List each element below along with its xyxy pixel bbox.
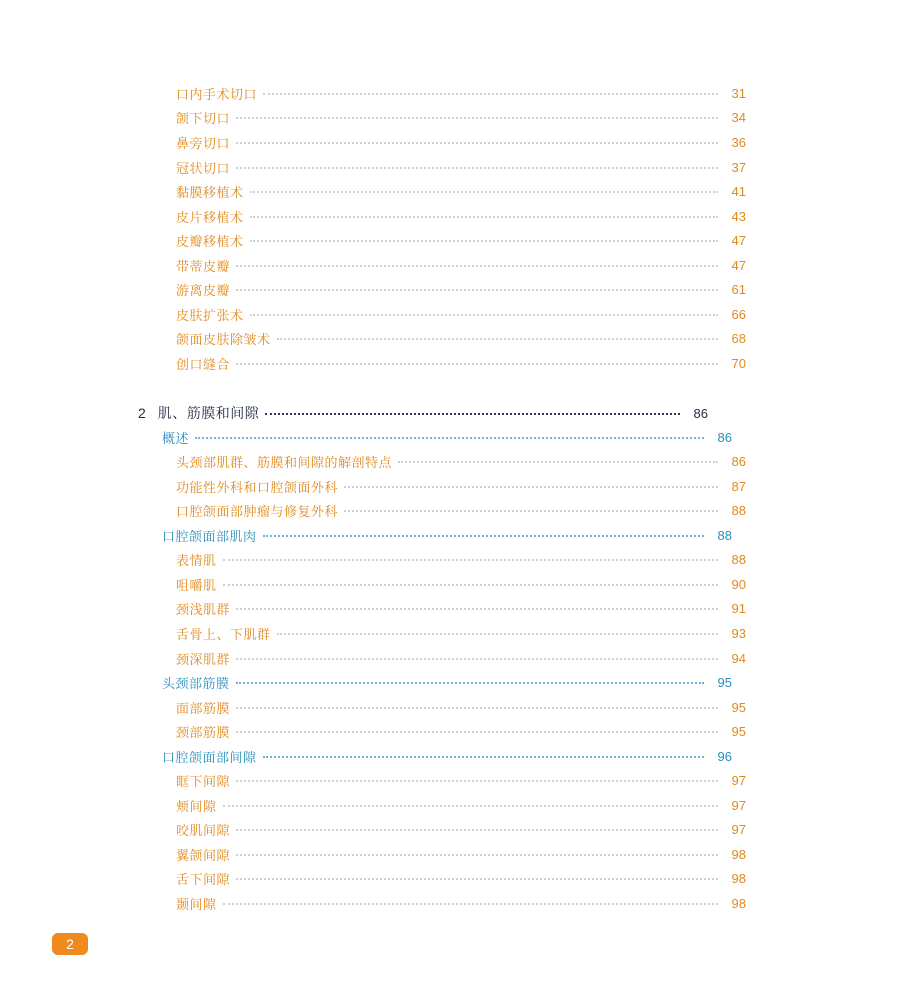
toc-entry[interactable] (0, 229, 906, 251)
chapter-page: 86 (693, 405, 708, 421)
toc-entry[interactable] (0, 892, 906, 914)
toc-section-title: 口腔颌面部肌肉 (162, 529, 257, 545)
toc-entry[interactable] (0, 180, 906, 202)
dot-leader (223, 805, 718, 807)
dot-leader (236, 265, 718, 267)
dot-leader (236, 167, 718, 169)
toc-entry[interactable] (0, 843, 906, 865)
toc-section-page: 96 (717, 748, 732, 764)
toc-entry[interactable] (0, 597, 906, 619)
dot-leader (236, 289, 718, 291)
toc-entry-page: 47 (731, 232, 746, 248)
dot-leader (250, 314, 718, 316)
toc-entry[interactable] (0, 327, 906, 349)
toc-entry-title: 面部筋膜 (176, 701, 231, 717)
toc-section-title: 概述 (162, 431, 190, 447)
toc-section[interactable] (0, 524, 892, 546)
toc-entry[interactable] (0, 278, 906, 300)
page-number-badge: 2 (52, 933, 88, 955)
toc-entry-title: 鼻旁切口 (176, 136, 231, 152)
toc-entry-title: 口腔颌面部肿瘤与修复外科 (176, 504, 339, 520)
dot-leader (250, 240, 718, 242)
toc-section[interactable] (0, 745, 892, 767)
dot-leader (344, 510, 718, 512)
toc-entry[interactable] (0, 622, 906, 644)
toc-section-page: 86 (717, 429, 732, 445)
toc-section[interactable] (0, 426, 892, 448)
toc-entry-page: 86 (731, 453, 746, 469)
toc-entry[interactable] (0, 794, 906, 816)
toc-entry-page: 34 (731, 109, 746, 125)
toc-entry[interactable] (0, 647, 906, 669)
toc-entry[interactable] (0, 769, 906, 791)
toc-entry[interactable] (0, 450, 906, 472)
toc-entry-title: 黏膜移植术 (176, 185, 244, 201)
toc-entry-title: 眶下间隙 (176, 774, 231, 790)
dot-leader (236, 854, 718, 856)
toc-entry[interactable] (0, 475, 906, 497)
dot-leader (265, 413, 680, 415)
toc-entry-title: 口内手术切口 (176, 87, 258, 103)
toc-entry-title: 翼颌间隙 (176, 848, 231, 864)
dot-leader (277, 633, 718, 635)
toc-entry-title: 游离皮瓣 (176, 283, 231, 299)
dot-leader (236, 682, 704, 684)
toc-entry[interactable] (0, 106, 906, 128)
toc-section-page: 88 (717, 527, 732, 543)
dot-leader (250, 191, 718, 193)
toc-entry-page: 31 (731, 85, 746, 101)
toc-entry-page: 98 (731, 846, 746, 862)
toc-entry-title: 头颈部肌群、筋膜和间隙的解剖特点 (176, 455, 393, 471)
dot-leader (236, 117, 718, 119)
toc-entry-page: 90 (731, 576, 746, 592)
toc-entry-title: 舌下间隙 (176, 872, 231, 888)
toc-entry-title: 皮肤扩张术 (176, 308, 244, 324)
toc-entry[interactable] (0, 548, 906, 570)
toc-entry-title: 颌面皮肤除皱术 (176, 332, 271, 348)
dot-leader (344, 486, 718, 488)
dot-leader (236, 142, 718, 144)
toc-entry-title: 颈部筋膜 (176, 725, 231, 741)
toc-entry-title: 颈深肌群 (176, 652, 231, 668)
chapter-title: 肌、筋膜和间隙 (157, 406, 260, 422)
dot-leader (277, 338, 718, 340)
toc-entry[interactable] (0, 818, 906, 840)
toc-entry-title: 带蒂皮瓣 (176, 259, 231, 275)
chapter-heading[interactable] (0, 402, 868, 424)
toc-entry[interactable] (0, 696, 906, 718)
toc-entry-page: 97 (731, 821, 746, 837)
toc-entry-title: 功能性外科和口腔颌面外科 (176, 480, 339, 496)
toc-entry-page: 68 (731, 330, 746, 346)
toc-entry-title: 皮片移植术 (176, 210, 244, 226)
toc-entry-page: 43 (731, 208, 746, 224)
toc-entry-page: 36 (731, 134, 746, 150)
toc-entry[interactable] (0, 573, 906, 595)
dot-leader (250, 216, 718, 218)
toc-section-title: 口腔颌面部间隙 (162, 750, 257, 766)
toc-entry-page: 87 (731, 478, 746, 494)
toc-entry-title: 舌骨上、下肌群 (176, 627, 271, 643)
toc-entry[interactable] (0, 352, 906, 374)
toc-entry-page: 41 (731, 183, 746, 199)
toc-entry-page: 93 (731, 625, 746, 641)
toc-section-title: 头颈部筋膜 (162, 676, 230, 692)
toc-entry-page: 61 (731, 281, 746, 297)
dot-leader (263, 756, 704, 758)
toc-entry-page: 95 (731, 699, 746, 715)
toc-entry-page: 91 (731, 600, 746, 616)
chapter-number: 2 (138, 405, 146, 421)
dot-leader (195, 437, 704, 439)
toc-entry-page: 88 (731, 502, 746, 518)
dot-leader (236, 780, 718, 782)
toc-entry-title: 颈浅肌群 (176, 602, 231, 618)
toc-entry-title: 颞间隙 (176, 897, 217, 913)
toc-entry-title: 表情肌 (176, 553, 217, 569)
dot-leader (236, 658, 718, 660)
toc-entry-title: 冠状切口 (176, 161, 231, 177)
toc-entry-page: 94 (731, 650, 746, 666)
dot-leader (263, 535, 704, 537)
toc-entry[interactable] (0, 82, 906, 104)
toc-entry-title: 创口缝合 (176, 357, 231, 373)
toc-entry[interactable] (0, 254, 906, 276)
dot-leader (263, 93, 718, 95)
toc-entry-page: 66 (731, 306, 746, 322)
toc-entry-page: 97 (731, 772, 746, 788)
dot-leader (236, 608, 718, 610)
toc-section[interactable] (0, 671, 892, 693)
toc-section-page: 95 (717, 674, 732, 690)
toc-entry[interactable] (0, 867, 906, 889)
toc-entry-title: 颌下切口 (176, 111, 231, 127)
toc-entry-title: 颊间隙 (176, 799, 217, 815)
toc-entry-page: 98 (731, 870, 746, 886)
toc-entry-page: 47 (731, 257, 746, 273)
toc-entry[interactable] (0, 205, 906, 227)
toc-entry-page: 98 (731, 895, 746, 911)
dot-leader (236, 878, 718, 880)
dot-leader (236, 363, 718, 365)
dot-leader (236, 829, 718, 831)
toc-entry-page: 88 (731, 551, 746, 567)
toc-entry[interactable] (0, 499, 906, 521)
toc-entry-page: 37 (731, 159, 746, 175)
dot-leader (223, 559, 718, 561)
toc-entry-page: 97 (731, 797, 746, 813)
dot-leader (236, 707, 718, 709)
dot-leader (223, 584, 718, 586)
toc-entry[interactable] (0, 720, 906, 742)
toc-entry[interactable] (0, 131, 906, 153)
dot-leader (223, 903, 718, 905)
toc-entry-page: 95 (731, 723, 746, 739)
toc-entry-title: 皮瓣移植术 (176, 234, 244, 250)
toc-entry[interactable] (0, 156, 906, 178)
toc-entry-page: 70 (731, 355, 746, 371)
toc-entry-title: 咬肌间隙 (176, 823, 231, 839)
toc-entry-title: 咀嚼肌 (176, 578, 217, 594)
dot-leader (236, 731, 718, 733)
toc-entry[interactable] (0, 303, 906, 325)
dot-leader (398, 461, 718, 463)
